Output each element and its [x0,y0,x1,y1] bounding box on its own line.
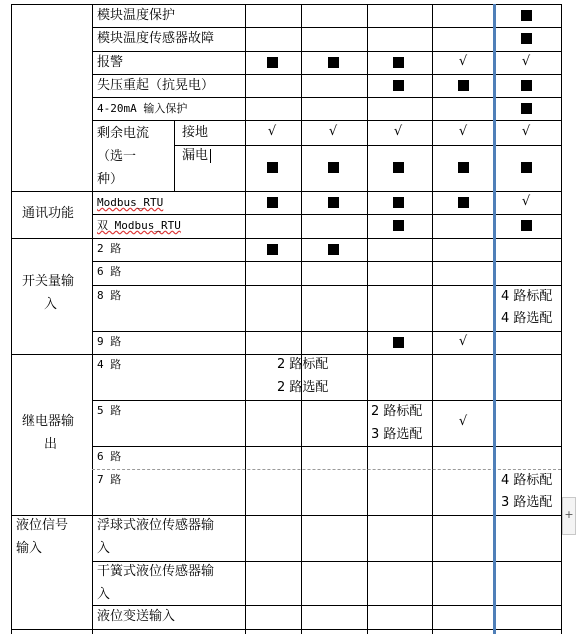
residual-current-group-label-2: （选一 [97,149,137,164]
filled-square-marker [393,80,404,91]
residual-ground-label: 接地 [182,125,209,140]
switch-8-label: 8 路 [97,289,122,302]
filled-square-marker [267,162,278,173]
filled-square-marker [458,162,469,173]
edge-expand-tab[interactable] [562,497,576,535]
module-temp-protect-label: 模块温度保护 [97,8,176,23]
filled-square-marker [521,162,532,173]
text-cursor [210,149,211,163]
filled-square-marker [267,197,278,208]
group-divider [11,4,562,5]
filled-square-marker [521,10,532,21]
table-bottom-border [11,629,562,630]
module-temp-sensor-fault-label: 模块温度传感器故障 [97,31,215,46]
switch-input-group-label-2: 入 [44,297,58,312]
filled-square-marker [328,162,339,173]
note-8-road-optional: 4 路选配 [501,311,553,326]
note-4-road-relay-standard: 2 路标配 [277,357,329,372]
level-transmit-label: 液位变送输入 [97,609,176,624]
float-level-label: 浮球式液位传感器输 [97,518,215,533]
filled-square-marker [393,337,404,348]
modbus-rtu-label: Modbus_RTU [97,196,164,209]
filled-square-marker [393,57,404,68]
relay-4-label: 4 路 [97,358,122,371]
check-mark: √ [521,194,531,209]
residual-current-group-label-3: 种） [97,172,124,187]
note-8-road-standard: 4 路标配 [501,289,553,304]
input-protect-4-20ma-label: 4-20mA 输入保护 [97,102,188,115]
column-divider [432,4,433,634]
plus-icon: + [564,508,574,521]
sub-column-divider [174,120,175,191]
filled-square-marker [393,220,404,231]
row-divider [174,145,562,146]
filled-square-marker [521,80,532,91]
row-divider [92,285,562,286]
row-divider [92,51,562,52]
dashed-divider [92,469,561,470]
group-divider [11,515,562,516]
reed-level-label-wrap: 入 [97,587,111,602]
filled-square-marker [521,33,532,44]
check-mark: √ [458,334,468,349]
check-mark: √ [267,124,277,139]
note-7-road-optional: 3 路选配 [501,495,553,510]
alarm-label: 报警 [97,55,124,70]
filled-square-marker [521,220,532,231]
relay-7-label: 7 路 [97,473,122,486]
column-divider [367,4,368,634]
row-divider [92,261,562,262]
switch-9-label: 9 路 [97,335,122,348]
reed-level-label: 干簧式液位传感器输 [97,564,215,579]
filled-square-marker [458,80,469,91]
table-right-border [561,4,562,634]
check-mark: √ [458,414,468,429]
check-mark: √ [458,124,468,139]
relay-output-group-label: 继电器输 [22,414,75,429]
check-mark: √ [393,124,403,139]
relay-output-group-label-2: 出 [44,437,58,452]
check-mark: √ [328,124,338,139]
filled-square-marker [458,197,469,208]
residual-leak-label: 漏电 [182,148,209,163]
check-mark: √ [521,124,531,139]
switch-6-label: 6 路 [97,265,122,278]
voltage-loss-restart-label: 失压重起（抗晃电） [97,78,215,93]
filled-square-marker [521,103,532,114]
dual-modbus-rtu-label: 双 Modbus_RTU [97,219,181,232]
note-5-road-relay-optional: 3 路选配 [371,427,423,442]
note-4-road-relay-optional: 2 路选配 [277,380,329,395]
note-5-road-relay-standard: 2 路标配 [371,404,423,419]
column-divider [92,4,93,634]
float-level-label-wrap: 入 [97,541,111,556]
filled-square-marker [267,57,278,68]
communication-group-label: 通讯功能 [22,206,75,221]
column-divider [245,4,246,634]
column-divider [301,4,302,634]
row-divider [92,446,562,447]
note-7-road-standard: 4 路标配 [501,473,553,488]
column-selection-bar [493,4,496,634]
group-divider [11,191,562,192]
row-divider [92,400,562,401]
switch-input-group-label: 开关量输 [22,274,75,289]
filled-square-marker [328,197,339,208]
check-mark: √ [458,54,468,69]
filled-square-marker [328,244,339,255]
residual-current-group-label: 剩余电流 [97,126,150,141]
table-left-border [11,4,12,634]
group-divider [11,238,562,239]
relay-6-label: 6 路 [97,450,122,463]
filled-square-marker [393,197,404,208]
check-mark: √ [521,54,531,69]
switch-2-label: 2 路 [97,242,122,255]
row-divider [92,331,562,332]
filled-square-marker [393,162,404,173]
row-divider [92,120,562,121]
level-signal-group-label-2: 输入 [16,541,43,556]
relay-5-label: 5 路 [97,404,122,417]
filled-square-marker [267,244,278,255]
level-signal-group-label: 液位信号 [16,518,69,533]
filled-square-marker [328,57,339,68]
